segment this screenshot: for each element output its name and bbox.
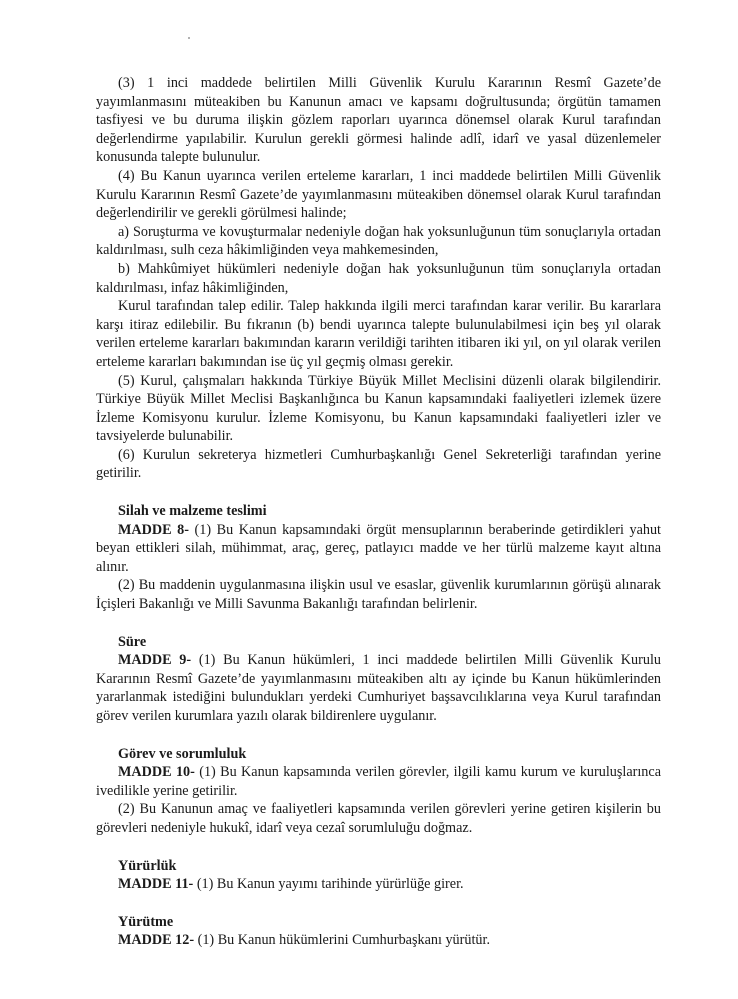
article-12-text-1: (1) Bu Kanun hükümlerini Cumhurbaşkanı yürütür. — [194, 932, 490, 949]
section-heading-11: Yürürlük — [118, 857, 177, 874]
article-8-text-1: (1) Bu Kanun kapsamındaki örgüt mensuplarının beraberinde getirdikleri yahut beyan ettikleri silah, mühimmat, araç, gereç, patlayıcı madde ve her türlü malzeme kayıt altına alınır. — [96, 521, 661, 575]
article-11-text-1: (1) Bu Kanun yayımı tarihinde yürürlüğe girer. — [193, 876, 464, 893]
paragraph-3: (3) 1 inci maddede belirtilen Milli Güvenlik Kurulu Kararının Resmî Gazete’de yayımlanmasını müteakiben bu Kanunun amacı ve kapsamı doğrultusunda; örgütün tamamen tasfiyesi ve bu duruma ilişkin gözlem raporları uyarınca dönemsel olarak Kurul tarafından değerlendirme yapılabilir. Kurulun gerekli görmesi halinde adlî, idarî ve yasal düzenlemeler konusunda talepte bulunulur. — [96, 75, 661, 166]
clause-a: a) Soruşturma ve kovuşturmalar nedeniyle doğan hak yoksunluğunun tüm sonuçlarıyla ortadan kaldırılması, sulh ceza hâkimliğinden veya mahkemesinden, — [96, 223, 661, 259]
paragraph-4: (4) Bu Kanun uyarınca verilen erteleme kararları, 1 inci maddede belirtilen Milli Güvenlik Kurulu Kararının Resmî Gazete’de yayımlanmasını müteakiben dönemsel olarak Kurul tarafından değerlendirilir ve gerekli görülmesi halinde; — [96, 167, 661, 222]
article-11-label: MADDE 11- — [118, 876, 194, 893]
article-12-paragraph-1 — [96, 931, 661, 950]
article-11-paragraph-1 — [96, 875, 661, 894]
clause-b: b) Mahkûmiyet hükümleri nedeniyle doğan hak yoksunluğunun tüm sonuçlarıyla ortadan kaldırılması, infaz hâkimliğinden, — [96, 260, 661, 296]
paragraph-6: (6) Kurulun sekreterya hizmetleri Cumhurbaşkanlığı Genel Sekreterliği tarafından yerine getirilir. — [96, 446, 661, 482]
law-text-body — [96, 74, 661, 950]
paragraph-4-continuation: Kurul tarafından talep edilir. Talep hakkında ilgili merci tarafından karar verilir. Bu kararlara karşı itiraz edilebilir. Bu fıkranın (b) bendi uyarınca talepte bulunulabilmesi için beş yıl olarak verilen erteleme kararları bakımından kararın verildiği tarihten itibaren iki yıl, on yıl olarak verilen erteleme kararları bakımından ise üç yıl geçmiş olması gerekir. — [96, 298, 661, 370]
section-heading-9: Süre — [118, 633, 147, 650]
article-9-text-1: (1) Bu Kanun hükümleri, 1 inci maddede belirtilen Milli Güvenlik Kurulu Kararının Resmî Gazete’de yayımlanmasını müteakiben altı ay içinde bu Kanun hükümlerinden yararlanmak istediğini bulundukları yerdeki Cumhuriyet başsavcılıklarına veya Kurul tarafından görev verilen kurumlara yazılı olarak bildirenlere uygulanır. — [96, 652, 661, 724]
article-10-paragraph-2: (2) Bu Kanunun amaç ve faaliyetleri kapsamında verilen görevleri yerine getiren kişilerin bu görevleri nedeniyle hukukî, idarî veya cezaî sorumluluğu doğmaz. — [96, 801, 661, 836]
section-heading-12: Yürütme — [118, 913, 174, 930]
article-10-label: MADDE 10- — [118, 764, 195, 781]
section-heading-10: Görev ve sorumluluk — [118, 745, 247, 762]
article-10-paragraph-1 — [96, 763, 661, 800]
scan-speck — [188, 37, 190, 39]
article-8-paragraph-2: (2) Bu maddenin uygulanmasına ilişkin usul ve esaslar, güvenlik kurumlarının görüşü alınarak İçişleri Bakanlığı ve Milli Savunma Bakanlığı tarafından belirlenir. — [96, 577, 661, 613]
article-9-label: MADDE 9- — [118, 652, 192, 669]
article-12-label: MADDE 12- — [118, 932, 195, 949]
article-8-label: MADDE 8- — [118, 521, 189, 538]
article-8-paragraph-1 — [96, 521, 661, 577]
section-heading-8: Silah ve malzeme teslimi — [118, 503, 267, 520]
article-9-paragraph-1 — [96, 651, 661, 725]
article-10-text-1: (1) Bu Kanun kapsamında verilen görevler, ilgili kamu kurum ve kuruluşlarınca ivedilikle yerine getirilir. — [96, 764, 661, 799]
paragraph-5: (5) Kurul, çalışmaları hakkında Türkiye Büyük Millet Meclisini düzenli olarak bilgilendirir. Türkiye Büyük Millet Meclisi Başkanlığınca bu Kanun kapsamındaki faaliyetleri izlemek üzere İzleme Komisyonu kurulur. İzleme Komisyonu, bu Kanun kapsamındaki faaliyetleri izler ve tavsiyelerde bulunabilir. — [96, 372, 661, 445]
